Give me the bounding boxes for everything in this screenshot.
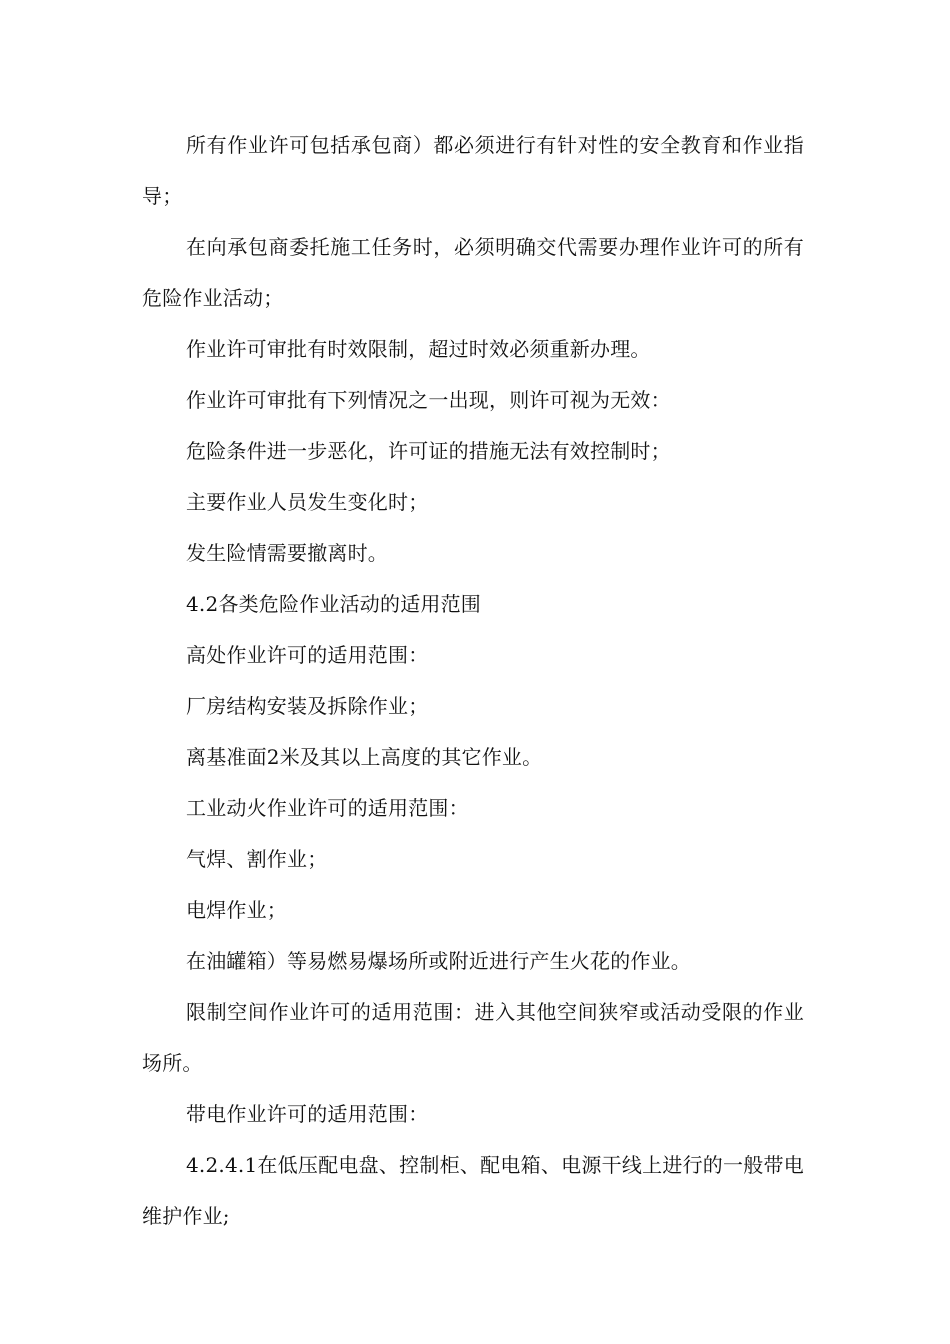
paragraph-6: 主要作业人员发生变化时；	[186, 490, 429, 514]
paragraph-18: 4.2.4.1在低压配电盘、控制柜、配电箱、电源干线上进行的一般带电维护作业;	[142, 1153, 804, 1228]
paragraph-7: 发生险情需要撤离时。	[186, 541, 388, 565]
paragraph-10: 厂房结构安装及拆除作业；	[186, 694, 429, 718]
paragraph-3: 作业许可审批有时效限制，超过时效必须重新办理。	[186, 337, 651, 361]
section-heading-4-2: 4.2各类危险作业活动的适用范围	[186, 592, 482, 616]
paragraph-16: 限制空间作业许可的适用范围：进入其他空间狭窄或活动受限的作业场所。	[142, 1000, 804, 1075]
paragraph-11: 离基准面2米及其以上高度的其它作业。	[186, 745, 543, 769]
paragraph-1: 所有作业许可包括承包商）都必须进行有针对性的安全教育和作业指导；	[142, 133, 804, 208]
paragraph-13: 气焊、割作业；	[186, 847, 328, 871]
paragraph-5: 危险条件进一步恶化，许可证的措施无法有效控制时；	[186, 439, 671, 463]
paragraph-2: 在向承包商委托施工任务时，必须明确交代需要办理作业许可的所有危险作业活动；	[142, 235, 804, 310]
paragraph-12: 工业动火作业许可的适用范围：	[186, 796, 469, 820]
paragraph-17: 带电作业许可的适用范围：	[186, 1102, 429, 1126]
paragraph-15: 在油罐箱）等易燃易爆场所或附近进行产生火花的作业。	[186, 949, 691, 973]
paragraph-9: 高处作业许可的适用范围：	[186, 643, 429, 667]
paragraph-4: 作业许可审批有下列情况之一出现，则许可视为无效：	[186, 388, 671, 412]
document-body	[142, 120, 804, 1242]
paragraph-14: 电焊作业；	[186, 898, 287, 922]
